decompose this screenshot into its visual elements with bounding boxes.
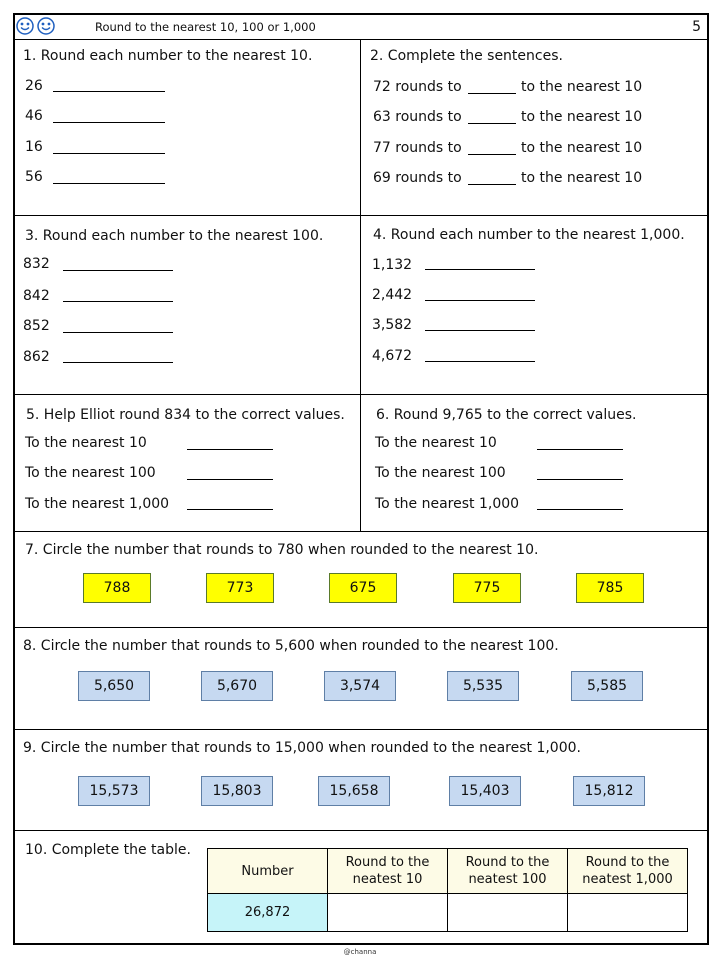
table-answer-cell[interactable]	[448, 894, 568, 932]
q7-option[interactable]: 785	[576, 573, 644, 603]
q2-answer-blank[interactable]	[468, 93, 516, 94]
q3-prompt: 3. Round each number to the nearest 100.	[25, 228, 324, 244]
q1-answer-blank[interactable]	[53, 122, 165, 123]
q5-label: To the nearest 10	[25, 435, 147, 451]
q1-number: 26	[25, 78, 43, 94]
smiley-face-icon	[16, 17, 34, 35]
q9-option[interactable]: 15,573	[78, 776, 150, 806]
q4-answer-blank[interactable]	[425, 361, 535, 362]
q9-option[interactable]: 15,803	[201, 776, 273, 806]
table-number-cell: 26,872	[208, 894, 328, 932]
q4-prompt: 4. Round each number to the nearest 1,000.	[373, 227, 685, 243]
q5-label: To the nearest 100	[25, 465, 156, 481]
section-divider	[15, 215, 707, 216]
q6-prompt: 6. Round 9,765 to the correct values.	[376, 407, 637, 423]
q2-answer-blank[interactable]	[468, 123, 516, 124]
q8-option[interactable]: 5,535	[447, 671, 519, 701]
column-divider	[360, 39, 361, 531]
q2-sentence-start: 77 rounds to	[373, 140, 462, 156]
q4-number: 3,582	[372, 317, 413, 333]
q2-answer-blank[interactable]	[468, 184, 516, 185]
q2-answer-blank[interactable]	[468, 154, 516, 155]
table-header-cell: Number	[208, 849, 328, 894]
q2-sentence-end: to the nearest 10	[521, 140, 643, 156]
q3-number: 852	[23, 318, 50, 334]
q7-option[interactable]: 775	[453, 573, 521, 603]
q3-number: 832	[23, 256, 50, 272]
q8-option[interactable]: 5,585	[571, 671, 643, 701]
table-header-cell: Round to the neatest 1,000	[568, 849, 688, 894]
q4-number: 2,442	[372, 287, 413, 303]
table-header-cell: Round to the neatest 10	[328, 849, 448, 894]
q2-prompt: 2. Complete the sentences.	[370, 48, 563, 64]
q6-label: To the nearest 100	[375, 465, 506, 481]
q5-prompt: 5. Help Elliot round 834 to the correct values.	[26, 407, 345, 423]
q10-prompt: 10. Complete the table.	[25, 842, 191, 858]
q1-prompt: 1. Round each number to the nearest 10.	[23, 48, 313, 64]
table-row	[208, 894, 688, 932]
q1-answer-blank[interactable]	[53, 183, 165, 184]
section-divider	[15, 729, 707, 730]
q6-label: To the nearest 10	[375, 435, 497, 451]
q6-answer-blank[interactable]	[537, 449, 623, 450]
section-divider	[15, 627, 707, 628]
q2-sentence-start: 69 rounds to	[373, 170, 462, 186]
worksheet	[13, 13, 709, 945]
table-answer-cell[interactable]	[328, 894, 448, 932]
q7-option[interactable]: 675	[329, 573, 397, 603]
table-header-row	[208, 849, 688, 894]
rounding-table	[207, 848, 688, 932]
q3-answer-blank[interactable]	[63, 301, 173, 302]
q4-number: 4,672	[372, 348, 413, 364]
q2-sentence-end: to the nearest 10	[521, 109, 643, 125]
q1-number: 56	[25, 169, 43, 185]
q2-sentence-end: to the nearest 10	[521, 170, 643, 186]
q3-answer-blank[interactable]	[63, 362, 173, 363]
q6-label: To the nearest 1,000	[375, 496, 520, 512]
q7-option[interactable]: 788	[83, 573, 151, 603]
q4-number: 1,132	[372, 257, 413, 273]
q2-sentence-end: to the nearest 10	[521, 79, 643, 95]
q1-number: 16	[25, 139, 43, 155]
q4-answer-blank[interactable]	[425, 300, 535, 301]
q9-option[interactable]: 15,812	[573, 776, 645, 806]
worksheet-header	[15, 15, 707, 40]
q1-number: 46	[25, 108, 43, 124]
q2-sentence-start: 72 rounds to	[373, 79, 462, 95]
section-divider	[15, 394, 707, 395]
table-answer-cell[interactable]	[568, 894, 688, 932]
q6-answer-blank[interactable]	[537, 509, 623, 510]
q7-option[interactable]: 773	[206, 573, 274, 603]
q9-option[interactable]: 15,658	[318, 776, 390, 806]
q6-answer-blank[interactable]	[537, 479, 623, 480]
q1-answer-blank[interactable]	[53, 153, 165, 154]
q2-sentence-start: 63 rounds to	[373, 109, 462, 125]
q9-prompt: 9. Circle the number that rounds to 15,000 when rounded to the nearest 1,000.	[23, 740, 581, 756]
q9-option[interactable]: 15,403	[449, 776, 521, 806]
section-divider	[15, 830, 707, 831]
q4-answer-blank[interactable]	[425, 269, 535, 270]
q8-prompt: 8. Circle the number that rounds to 5,600 when rounded to the nearest 100.	[23, 638, 559, 654]
q5-label: To the nearest 1,000	[25, 496, 170, 512]
page-number: 5	[692, 19, 701, 35]
q5-answer-blank[interactable]	[187, 479, 273, 480]
smiley-face-icon	[37, 17, 55, 35]
q3-number: 842	[23, 288, 50, 304]
q7-prompt: 7. Circle the number that rounds to 780 when rounded to the nearest 10.	[25, 542, 539, 558]
footer-credit: @channa	[343, 948, 377, 956]
q8-option[interactable]: 3,574	[324, 671, 396, 701]
q3-answer-blank[interactable]	[63, 270, 173, 271]
table-header-cell: Round to the neatest 100	[448, 849, 568, 894]
q8-option[interactable]: 5,650	[78, 671, 150, 701]
worksheet-title: Round to the nearest 10, 100 or 1,000	[95, 20, 316, 34]
q4-answer-blank[interactable]	[425, 330, 535, 331]
q5-answer-blank[interactable]	[187, 509, 273, 510]
q3-answer-blank[interactable]	[63, 332, 173, 333]
section-divider	[15, 531, 707, 532]
q8-option[interactable]: 5,670	[201, 671, 273, 701]
q5-answer-blank[interactable]	[187, 449, 273, 450]
q3-number: 862	[23, 349, 50, 365]
q1-answer-blank[interactable]	[53, 91, 165, 92]
